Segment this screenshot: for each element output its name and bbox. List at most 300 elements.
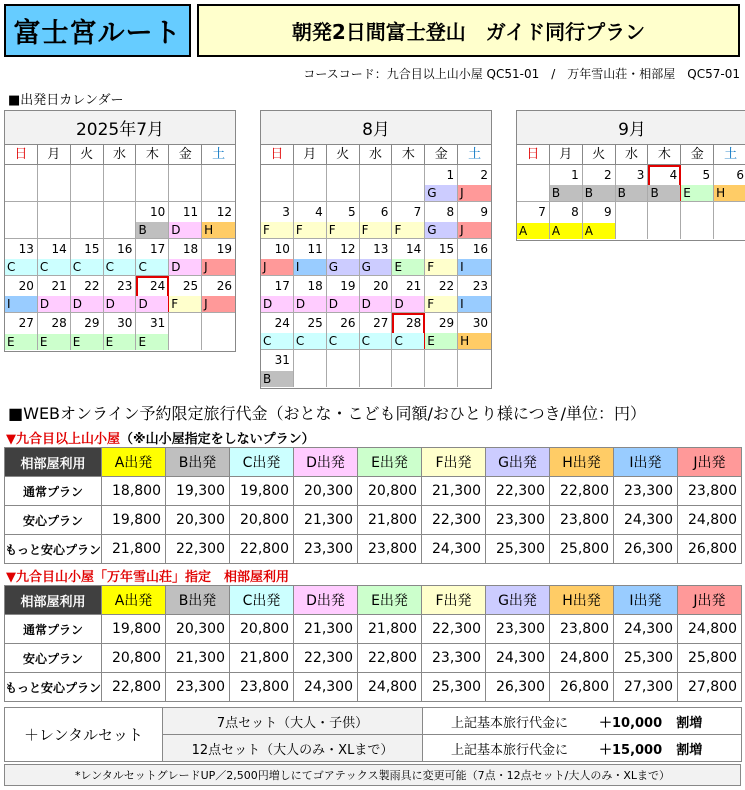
calendar-empty-cell [169,313,202,350]
day-number: 31 [274,353,290,367]
departure-header: F出発 [422,586,486,615]
calendar-empty-cell [71,165,104,201]
price-cell: 23,300 [294,535,358,564]
day-number: 24 [150,279,166,293]
weekday-label: 火 [583,145,616,164]
departure-header: A出発 [102,448,166,477]
departure-code: B [261,371,293,387]
departure-code: D [294,296,326,312]
day-number: 27 [373,316,389,330]
weekday-label: 木 [392,145,425,164]
departure-code: D [360,296,392,312]
plan-label: 通常プラン [5,477,102,506]
calendar-day[interactable] [261,350,294,387]
departure-code: J [458,185,491,201]
calendar-day[interactable] [202,202,235,238]
price-cell: 21,800 [102,535,166,564]
departure-code: E [681,185,713,201]
day-number: 27 [18,316,34,330]
day-number: 31 [150,316,166,330]
calendar-day[interactable] [648,165,681,201]
calendar-day[interactable] [5,276,38,312]
weekday-label: 土 [212,147,226,162]
departure-code: E [425,333,457,349]
calendar-day[interactable] [38,239,71,275]
calendar-day[interactable] [136,239,169,275]
calendar-day[interactable] [425,239,458,275]
subtitle-note: （※山小屋指定をしないプラン） [120,432,315,447]
price-cell: 22,300 [166,535,230,564]
rental-label: ＋レンタルセット [5,708,163,762]
price-cell: 22,300 [486,477,550,506]
price-cell: 27,800 [678,673,742,702]
departure-code: F [327,222,359,238]
weekday-label: 火 [71,145,104,164]
calendar-day[interactable] [5,239,38,275]
weekday-label: 金 [425,145,458,164]
price-cell: 22,800 [230,535,294,564]
day-number: 1 [446,168,455,182]
calendar-week-row [261,350,491,387]
weekday-label: 日 [261,145,294,164]
calendar-empty-cell [261,165,294,201]
price-cell: 22,800 [358,644,422,673]
calendar-day[interactable] [38,276,71,312]
calendar-empty-cell [360,350,393,387]
departure-header: D出発 [294,448,358,477]
calendar-day[interactable] [104,276,137,312]
calendar-month: 9月 [517,111,745,145]
day-number: 9 [480,205,489,219]
room-type-label: 相部屋利用 [5,586,102,615]
departure-code: G [425,185,457,201]
calendar-day[interactable] [104,239,137,275]
calendar-day[interactable] [327,202,360,238]
price-cell: 26,800 [550,673,614,702]
departure-header: C出発 [230,448,294,477]
weekday-label: 水 [616,145,649,164]
day-number: 22 [84,279,100,293]
day-number: 21 [51,279,67,293]
calendar-empty-cell [360,165,393,201]
price-cell: 24,300 [486,644,550,673]
price-cell: 24,300 [422,535,486,564]
departure-code: E [136,334,168,350]
price-table-2 [4,585,742,702]
calendar-empty-cell [392,350,425,387]
calendar-day[interactable] [714,165,745,201]
departure-code: F [261,222,293,238]
price-cell: 19,800 [230,477,294,506]
calendar-2 [260,110,492,389]
price-cell: 26,300 [614,535,678,564]
rental-desc: 上記基本旅行代金に [451,715,569,731]
day-number: 16 [117,242,133,256]
price-cell: 20,300 [294,477,358,506]
price-cell: 22,300 [422,506,486,535]
departure-code: A [583,223,615,239]
price-cell: 23,800 [678,477,742,506]
subtitle-text: 九合目山小屋「万年雪山荘」指定 相部屋利用 [16,570,290,585]
price-cell: 18,800 [102,477,166,506]
calendar-day[interactable] [392,239,425,275]
calendar-empty-cell [294,165,327,201]
departure-code: E [38,334,70,350]
calendar-day[interactable] [458,313,491,349]
price-cell: 19,800 [102,506,166,535]
departure-code: C [5,259,37,275]
plan-label: もっと安心プラン [5,673,102,702]
calendar-day[interactable] [425,202,458,238]
day-number: 15 [438,242,455,256]
day-number: 13 [373,242,389,256]
calendar-empty-cell [648,202,681,239]
day-number: 17 [150,242,166,256]
departure-code: F [169,296,201,312]
day-number: 28 [406,316,422,330]
departure-code: D [169,259,201,275]
calendar-week-row [5,202,235,239]
calendar-empty-cell [169,165,202,201]
price-cell: 21,800 [358,615,422,644]
price-cell: 23,300 [486,506,550,535]
price-cell: 24,800 [550,644,614,673]
departure-header: C出発 [230,586,294,615]
day-number: 29 [84,316,100,330]
departure-code: E [392,259,424,275]
price-cell: 25,300 [614,644,678,673]
table-row [5,644,742,673]
rental-table [4,707,742,762]
day-number: 25 [307,316,323,330]
departure-header: B出発 [166,448,230,477]
calendar-day[interactable] [261,239,294,275]
day-number: 6 [380,205,389,219]
calendar-day[interactable] [294,276,327,312]
departure-header: J出発 [678,448,742,477]
plan-title: 朝発2日間富士登山 ガイド同行プラン [197,4,740,57]
calendar-day[interactable] [38,313,71,350]
calendar-week-row [5,313,235,350]
calendar-week-row [517,202,745,239]
price-cell: 24,800 [678,615,742,644]
calendar-day[interactable] [360,276,393,312]
calendar-empty-cell [327,350,360,387]
weekday-label: 火 [327,145,360,164]
calendar-empty-cell [714,202,745,239]
calendar-week-row [5,165,235,202]
day-number: 3 [636,168,645,182]
weekday-header [5,145,235,165]
calendar-empty-cell [38,165,71,201]
calendar-day[interactable] [458,276,491,312]
departure-code: C [136,259,168,275]
calendar-day[interactable] [458,239,491,275]
day-number: 30 [472,316,489,330]
rental-note: *レンタルセットグレードUP／2,500円増しにてゴアテックス製雨具に変更可能（7点・12点セット/大人のみ・XLまで） [4,764,741,786]
calendar-day[interactable] [360,202,393,238]
calendar-day[interactable] [360,239,393,275]
departure-code: D [71,296,103,312]
departure-header: E出発 [358,586,422,615]
calendar-empty-cell [71,202,104,238]
calendar-week-row [261,165,491,202]
rental-desc: 上記基本旅行代金に [451,742,569,758]
price-table-1-subtitle [6,428,315,447]
price-cell: 23,800 [358,535,422,564]
weekday-label: 土 [468,147,482,162]
departure-header: F出発 [422,448,486,477]
departure-code: J [261,259,293,275]
price-cell: 24,300 [614,615,678,644]
day-number: 7 [538,205,546,219]
day-number: 28 [51,316,67,330]
calendar-day[interactable] [5,313,38,350]
calendar-day[interactable] [425,276,458,312]
price-cell: 21,300 [166,644,230,673]
calendar-empty-cell [5,202,38,238]
price-cell: 23,300 [486,615,550,644]
price-cell: 23,300 [422,644,486,673]
calendar-empty-cell [202,313,235,350]
calendar-day[interactable] [136,313,169,350]
calendar-day[interactable] [294,313,327,349]
day-number: 15 [84,242,100,256]
calendar-day[interactable] [327,239,360,275]
route-title: 富士宮ルート [4,4,191,57]
plan-label: 安心プラン [5,644,102,673]
calendar-day[interactable] [71,313,104,350]
calendar-empty-cell [104,165,137,201]
price-cell: 22,800 [550,477,614,506]
departure-code: D [327,296,359,312]
calendar-empty-cell [38,202,71,238]
day-number: 17 [274,279,290,293]
day-number: 20 [373,279,389,293]
day-number: 19 [340,279,356,293]
departure-header: J出発 [678,586,742,615]
departure-code: D [104,296,136,312]
price-cell: 25,300 [486,535,550,564]
day-number: 29 [438,316,455,330]
price-cell: 22,300 [294,644,358,673]
calendar-day[interactable] [392,202,425,238]
departure-code: D [261,296,293,312]
departure-code: J [202,259,235,275]
calendar-day[interactable] [327,313,360,349]
day-number: 7 [413,205,422,219]
departure-code: I [294,259,326,275]
departure-code: G [327,259,359,275]
day-number: 26 [216,279,233,293]
calendar-empty-cell [202,165,235,201]
departure-header: I出発 [614,586,678,615]
day-number: 19 [216,242,233,256]
day-number: 30 [117,316,133,330]
calendar-week-row [5,239,235,276]
departure-code: H [458,333,491,349]
calendar-week-row [261,276,491,313]
departure-code: A [550,223,582,239]
calendar-day[interactable] [294,202,327,238]
calendar-empty-cell [681,202,714,239]
calendar-empty-cell [517,165,550,201]
calendar-day[interactable] [360,313,393,349]
weekday-header [261,145,491,165]
plan-label: もっと安心プラン [5,535,102,564]
calendar-day[interactable] [517,202,550,239]
price-cell: 20,800 [230,506,294,535]
rental-price: ＋15,000 [598,742,663,758]
rental-price: ＋10,000 [598,715,663,731]
calendar-1 [4,110,236,352]
price-cell: 23,800 [230,673,294,702]
day-number: 13 [18,242,34,256]
calendar-empty-cell [616,202,649,239]
departure-code: J [458,222,491,238]
weekday-label: 木 [648,145,681,164]
weekday-label: 月 [38,145,71,164]
departure-code: D [38,296,70,312]
calendar-day[interactable] [550,202,583,239]
departure-code: F [294,222,326,238]
departure-header: H出発 [550,586,614,615]
table-row [5,477,742,506]
calendar-day[interactable] [71,276,104,312]
calendar-day[interactable] [71,239,104,275]
price-cell: 23,300 [614,477,678,506]
weekday-label: 日 [5,145,38,164]
calendar-day[interactable] [136,202,169,238]
departure-code: A [517,223,549,239]
calendar-day[interactable] [550,165,583,201]
calendar-day[interactable] [169,202,202,238]
departure-code: C [327,333,359,349]
calendar-week-row [5,276,235,313]
departure-header: G出発 [486,448,550,477]
day-number: 26 [340,316,356,330]
departure-header: D出発 [294,586,358,615]
price-cell: 26,800 [678,535,742,564]
calendar-empty-cell [327,165,360,201]
departure-code: B [583,185,615,201]
calendar-month: 8月 [261,111,491,145]
calendar-day[interactable] [261,202,294,238]
weekday-label: 金 [169,145,202,164]
calendar-week-row [517,165,745,202]
calendar-day[interactable] [261,276,294,312]
day-number: 5 [347,205,356,219]
calendar-3 [516,110,745,241]
subtitle-text: 九合目以上山小屋 [16,432,121,447]
departure-code: F [360,222,392,238]
calendar-day[interactable] [169,276,202,312]
price-cell: 19,300 [166,477,230,506]
departure-code: C [71,259,103,275]
calendar-empty-cell [392,165,425,201]
calendar-day[interactable] [583,165,616,201]
day-number: 22 [438,279,455,293]
departure-header: E出発 [358,448,422,477]
calendar-day[interactable] [392,313,425,349]
departure-code: I [5,296,37,312]
day-number: 4 [669,168,678,182]
calendar-day[interactable] [327,276,360,312]
calendar-empty-cell [294,350,327,387]
day-number: 6 [736,168,745,182]
calendar-day[interactable] [681,165,714,201]
departure-code: E [104,334,136,350]
day-number: 16 [472,242,489,256]
departure-code: E [5,334,37,350]
departure-code: C [294,333,326,349]
calendar-empty-cell [5,165,38,201]
day-number: 14 [51,242,67,256]
calendar-empty-cell [458,350,491,387]
departure-code: H [714,185,745,201]
calendar-day[interactable] [261,313,294,349]
departure-code: D [169,222,201,238]
calendar-month: 2025年7月 [5,111,235,145]
calendar-day[interactable] [425,313,458,349]
day-number: 12 [340,242,356,256]
day-number: 3 [282,205,290,219]
day-number: 11 [307,242,323,256]
calendar-day[interactable] [616,165,649,201]
weekday-label: 日 [517,145,550,164]
calendar-day[interactable] [202,276,235,312]
price-cell: 20,300 [166,506,230,535]
weekday-label: 水 [360,145,393,164]
table-row [5,506,742,535]
calendar-day[interactable] [583,202,616,239]
weekday-label: 金 [681,145,714,164]
rental-set-12: 12点セット（大人のみ・XLまで） [163,735,423,762]
calendar-day[interactable] [202,239,235,275]
departure-code: B [648,185,680,201]
calendar-day[interactable] [392,276,425,312]
departure-code: H [202,222,235,238]
triangle-down-icon: ▼ [6,432,16,447]
calendar-day[interactable] [425,165,458,201]
departure-code: C [360,333,392,349]
weekday-header [517,145,745,165]
calendar-day[interactable] [294,239,327,275]
departure-code: C [392,333,424,349]
calendar-section-title: ■出発日カレンダー [8,93,124,108]
price-cell: 25,800 [678,644,742,673]
price-cell: 23,800 [550,615,614,644]
calendar-day[interactable] [458,165,491,201]
calendar-empty-cell [136,165,169,201]
calendar-day[interactable] [136,276,169,312]
weekday-label: 月 [294,145,327,164]
day-number: 11 [182,205,199,219]
departure-code: E [71,334,103,350]
price-cell: 20,800 [230,615,294,644]
calendar-day[interactable] [169,239,202,275]
price-cell: 24,300 [614,506,678,535]
price-cell: 21,800 [358,506,422,535]
calendar-day[interactable] [104,313,137,350]
weekday-label: 月 [550,145,583,164]
departure-header: G出発 [486,586,550,615]
weekday-label: 土 [724,147,738,162]
departure-header: B出発 [166,586,230,615]
calendar-day[interactable] [458,202,491,238]
day-number: 12 [216,205,233,219]
calendar-week-row [261,202,491,239]
